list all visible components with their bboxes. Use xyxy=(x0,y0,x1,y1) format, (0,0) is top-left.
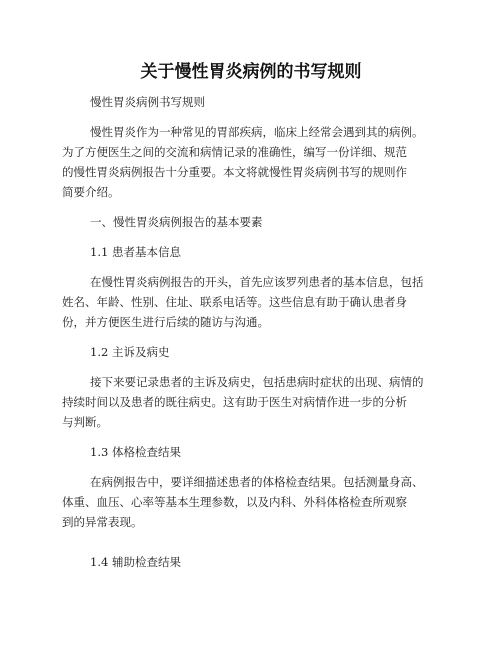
sub1-line-3: 份，并方便医生进行后续的随访与沟通。 xyxy=(62,315,269,329)
sub1-line-1: 在慢性胃炎病例报告的开头，首先应该罗列患者的基本信息，包括 xyxy=(90,275,424,289)
sub3-line-1: 在病例报告中，要详细描述患者的体格检查结果。包括测量身高、 xyxy=(90,475,424,489)
section-heading: 一、慢性胃炎病例报告的基本要素 xyxy=(90,215,263,229)
intro-line-3: 的慢性胃炎病例报告十分重要。本文将就慢性胃炎病例书写的规则作 xyxy=(62,165,407,179)
sub3-line-3: 到的异常表现。 xyxy=(62,515,143,529)
subsection-heading-1-2: 1.2 主诉及病史 xyxy=(90,345,170,359)
sub2-line-2: 持续时间以及患者的既往病史。这有助于医生对病情作进一步的分析 xyxy=(62,395,407,409)
document-title: 关于慢性胃炎病例的书写规则 xyxy=(140,62,362,82)
intro-line-1: 慢性胃炎作为一种常见的胃部疾病，临床上经常会遇到其的病例。 xyxy=(90,125,424,139)
sub2-line-1: 接下来要记录患者的主诉及病史，包括患病时症状的出现、病情的 xyxy=(90,375,424,389)
sub3-line-2: 体重、血压、心率等基本生理参数，以及内科、外科体格检查所观察 xyxy=(62,495,407,509)
subsection-heading-1-4: 1.4 辅助检查结果 xyxy=(90,555,181,569)
subsection-heading-1-3: 1.3 体格检查结果 xyxy=(90,445,181,459)
intro-line-2: 为了方便医生之间的交流和病情记录的准确性，编写一份详细、规范 xyxy=(62,145,407,159)
document-subtitle: 慢性胃炎病例书写规则 xyxy=(90,95,205,109)
intro-line-4: 简要介绍。 xyxy=(62,185,120,199)
sub1-line-2: 姓名、年龄、性别、住址、联系电话等。这些信息有助于确认患者身 xyxy=(62,295,407,309)
sub2-line-3: 与判断。 xyxy=(62,415,108,429)
subsection-heading-1-1: 1.1 患者基本信息 xyxy=(90,245,181,259)
